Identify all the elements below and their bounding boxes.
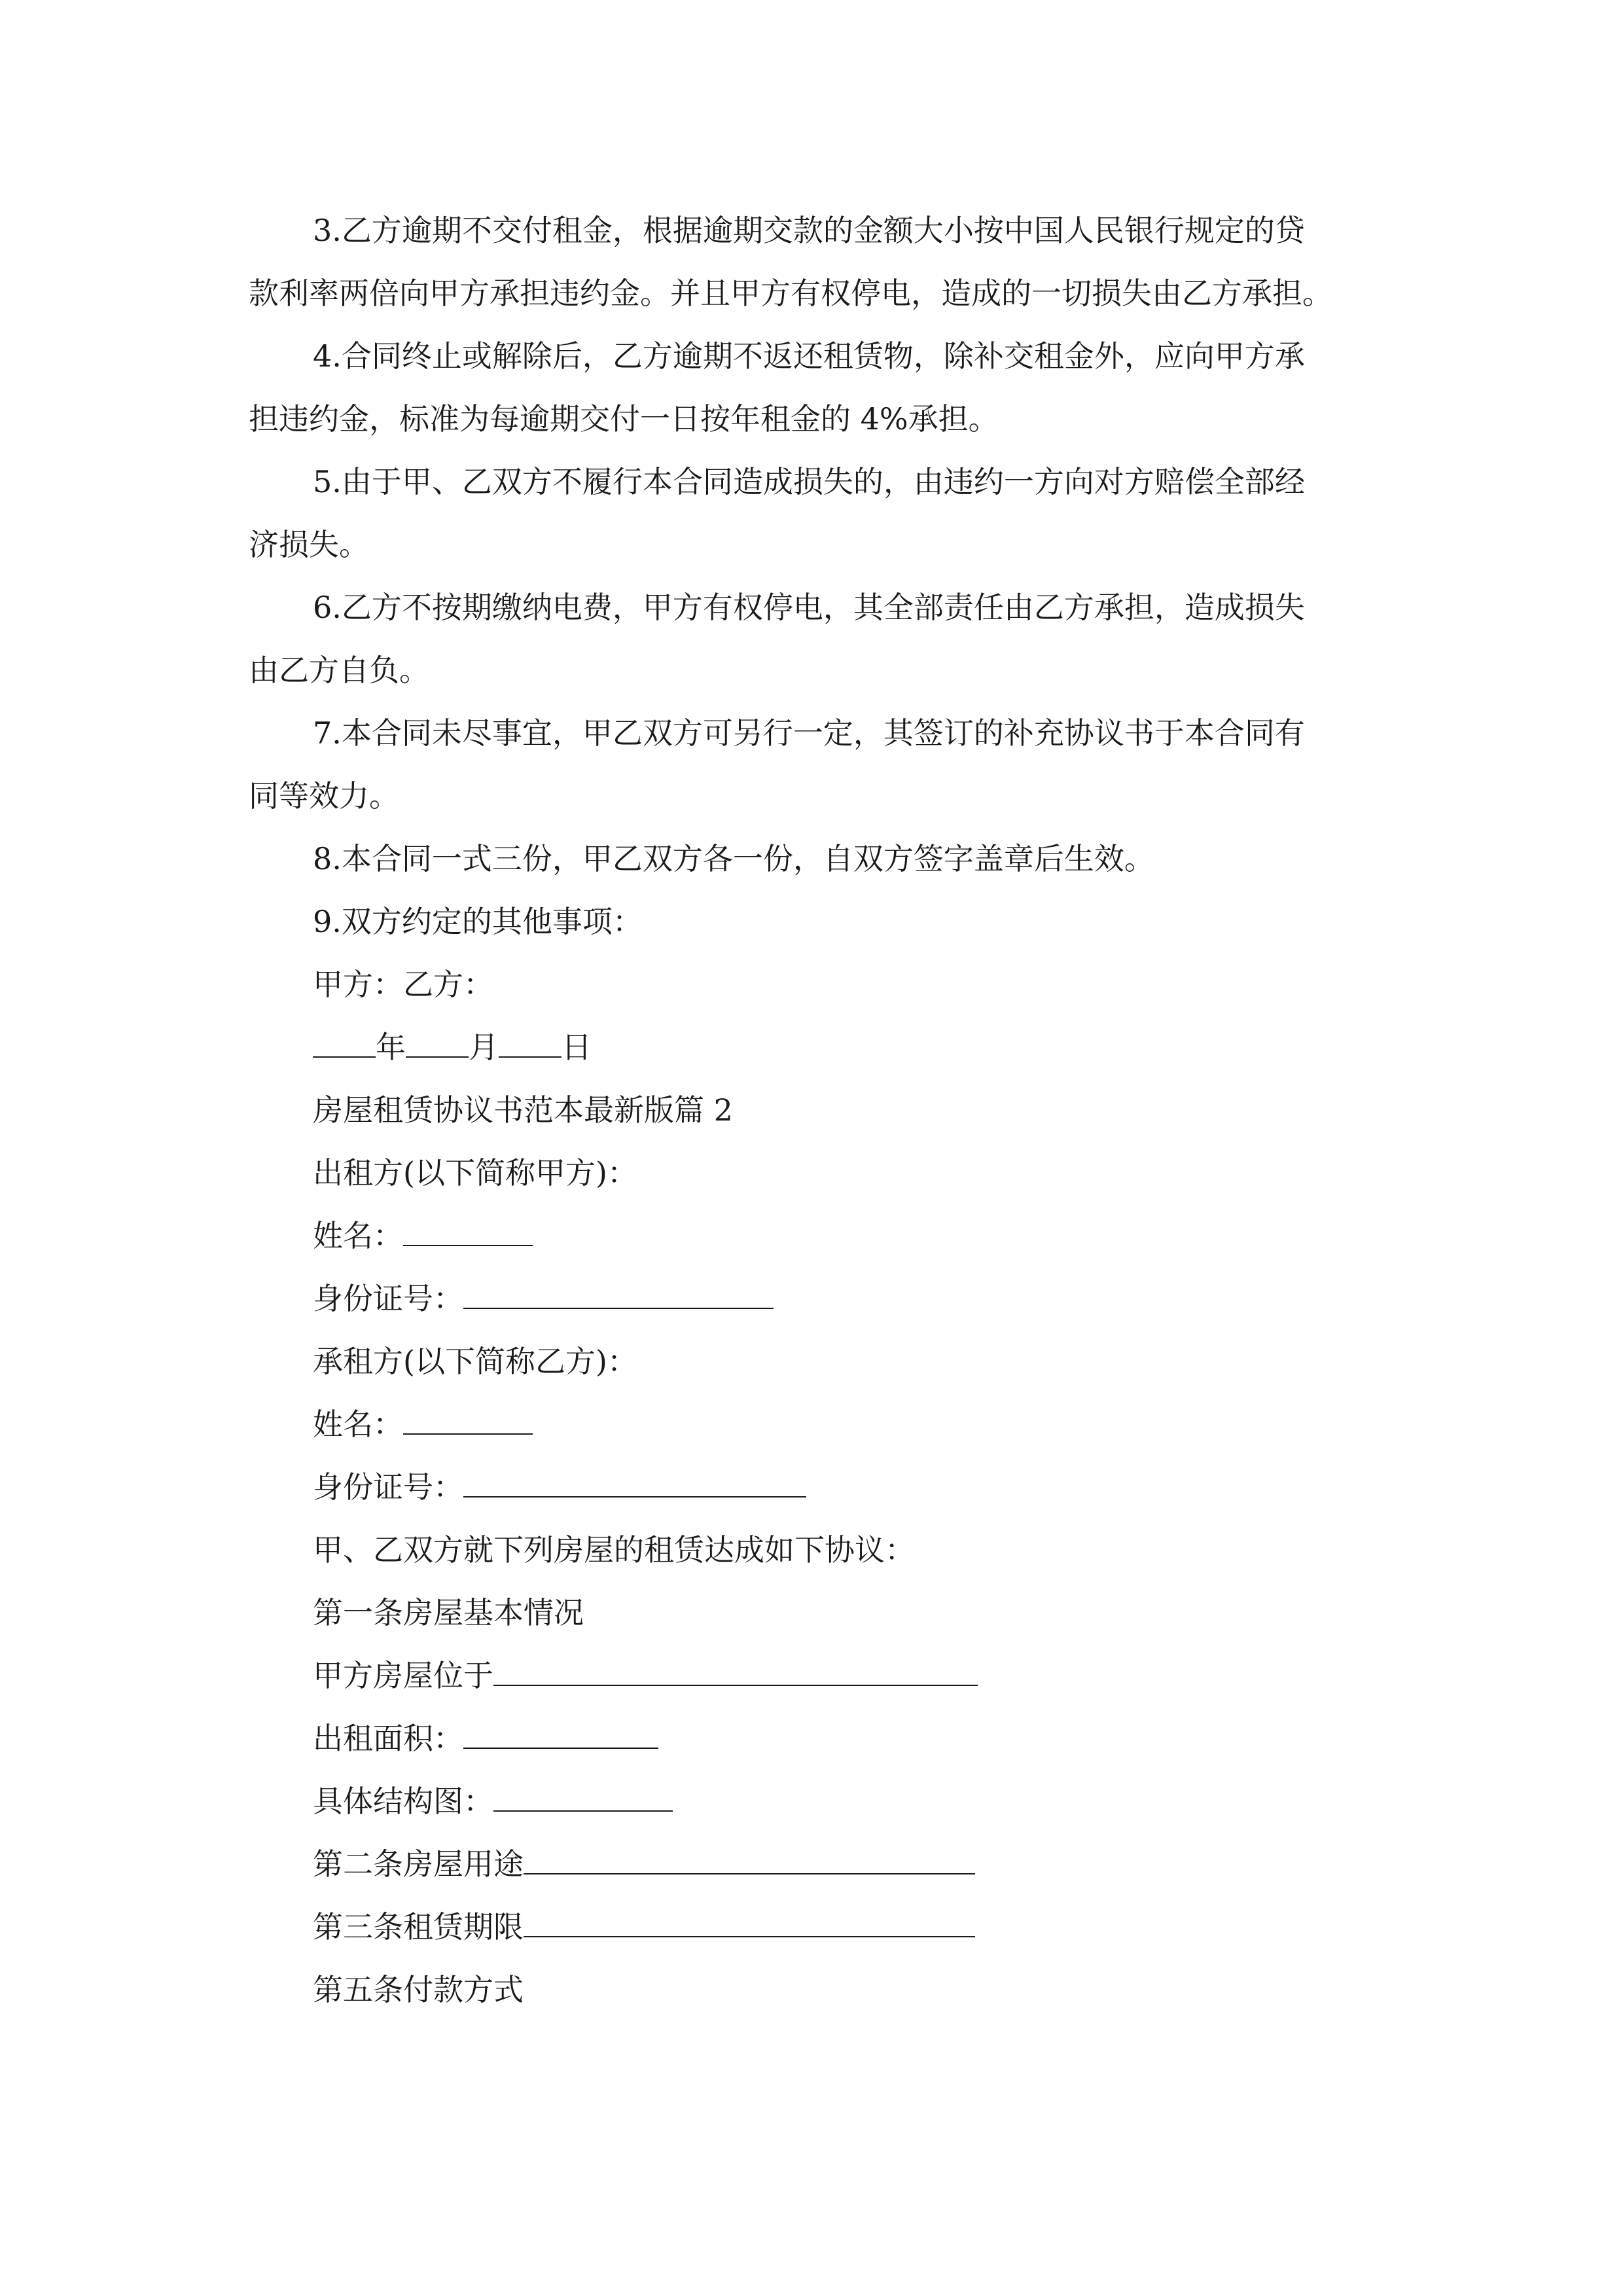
section-title: 房屋租赁协议书范本最新版篇 2 [313, 1092, 733, 1128]
lessor-id-field[interactable] [463, 1279, 774, 1309]
lessee-id-label: 身份证号： [313, 1469, 463, 1505]
clause-3-line-2: 款利率两倍向甲方承担违约金。并且甲方有权停电，造成的一切损失由乙方承担。 [249, 276, 1332, 311]
lessee-name-row [313, 1405, 533, 1444]
lessee-name-field[interactable] [403, 1405, 533, 1435]
clause-4-line-2: 担违约金，标准为每逾期交付一日按年租金的 4%承担。 [249, 401, 999, 437]
clause-4-line-1: 4.合同终止或解除后，乙方逾期不返还租赁物，除补交租金外，应向甲方承 [313, 338, 1305, 374]
area-row [313, 1719, 658, 1758]
clause-7-line-1: 7.本合同未尽事宜，甲乙双方可另行一定，其签订的补充协议书于本合同有 [313, 715, 1305, 751]
clause-5-line-1: 5.由于甲、乙双方不履行本合同造成损失的，由违约一方向对方赔偿全部经 [313, 464, 1305, 499]
lessor-id-row [313, 1279, 774, 1318]
article-3-label: 第三条租赁期限 [313, 1909, 524, 1945]
signature-date [313, 1028, 592, 1067]
article-2-row [313, 1844, 975, 1884]
usage-field[interactable] [524, 1844, 975, 1874]
lessor-heading: 出租方(以下简称甲方)： [313, 1155, 637, 1191]
day-blank[interactable] [499, 1028, 562, 1058]
article-5-title: 第五条付款方式 [313, 1972, 524, 2007]
location-label: 甲方房屋位于 [313, 1658, 493, 1693]
month-blank[interactable] [406, 1028, 469, 1058]
lessee-name-label: 姓名： [313, 1407, 403, 1442]
lessor-name-row [313, 1216, 533, 1255]
clause-6-line-1: 6.乙方不按期缴纳电费，甲方有权停电，其全部责任由乙方承担，造成损失 [313, 590, 1305, 625]
clause-8: 8.本合同一式三份，甲乙双方各一份，自双方签字盖章后生效。 [313, 841, 1154, 876]
lessor-id-label: 身份证号： [313, 1281, 463, 1316]
agreement-intro: 甲、乙双方就下列房屋的租赁达成如下协议： [313, 1532, 915, 1568]
structure-label: 具体结构图： [313, 1784, 493, 1819]
area-field[interactable] [463, 1719, 658, 1749]
lessee-id-row [313, 1467, 806, 1507]
month-label: 月 [469, 1030, 499, 1065]
structure-field[interactable] [493, 1782, 673, 1812]
year-blank[interactable] [313, 1028, 376, 1058]
lessor-name-label: 姓名： [313, 1218, 403, 1253]
location-row [313, 1656, 978, 1695]
lessee-id-field[interactable] [463, 1467, 806, 1498]
lessee-heading: 承租方(以下简称乙方)： [313, 1344, 637, 1379]
article-3-row [313, 1907, 975, 1946]
location-field[interactable] [493, 1656, 978, 1686]
lessor-name-field[interactable] [403, 1216, 533, 1246]
structure-row [313, 1782, 673, 1821]
day-label: 日 [562, 1030, 592, 1065]
article-1-title: 第一条房屋基本情况 [313, 1595, 584, 1630]
area-label: 出租面积： [313, 1721, 463, 1756]
clause-7-line-2: 同等效力。 [249, 778, 399, 814]
article-2-label: 第二条房屋用途 [313, 1846, 524, 1882]
clause-9: 9.双方约定的其他事项： [313, 904, 643, 939]
term-field[interactable] [524, 1907, 975, 1937]
signature-parties: 甲方：乙方： [313, 967, 493, 1002]
year-label: 年 [376, 1030, 406, 1065]
clause-3-line-1: 3.乙方逾期不交付租金，根据逾期交款的金额大小按中国人民银行规定的贷 [313, 213, 1305, 248]
clause-5-line-2: 济损失。 [249, 527, 369, 562]
clause-6-line-2: 由乙方自负。 [249, 653, 429, 688]
